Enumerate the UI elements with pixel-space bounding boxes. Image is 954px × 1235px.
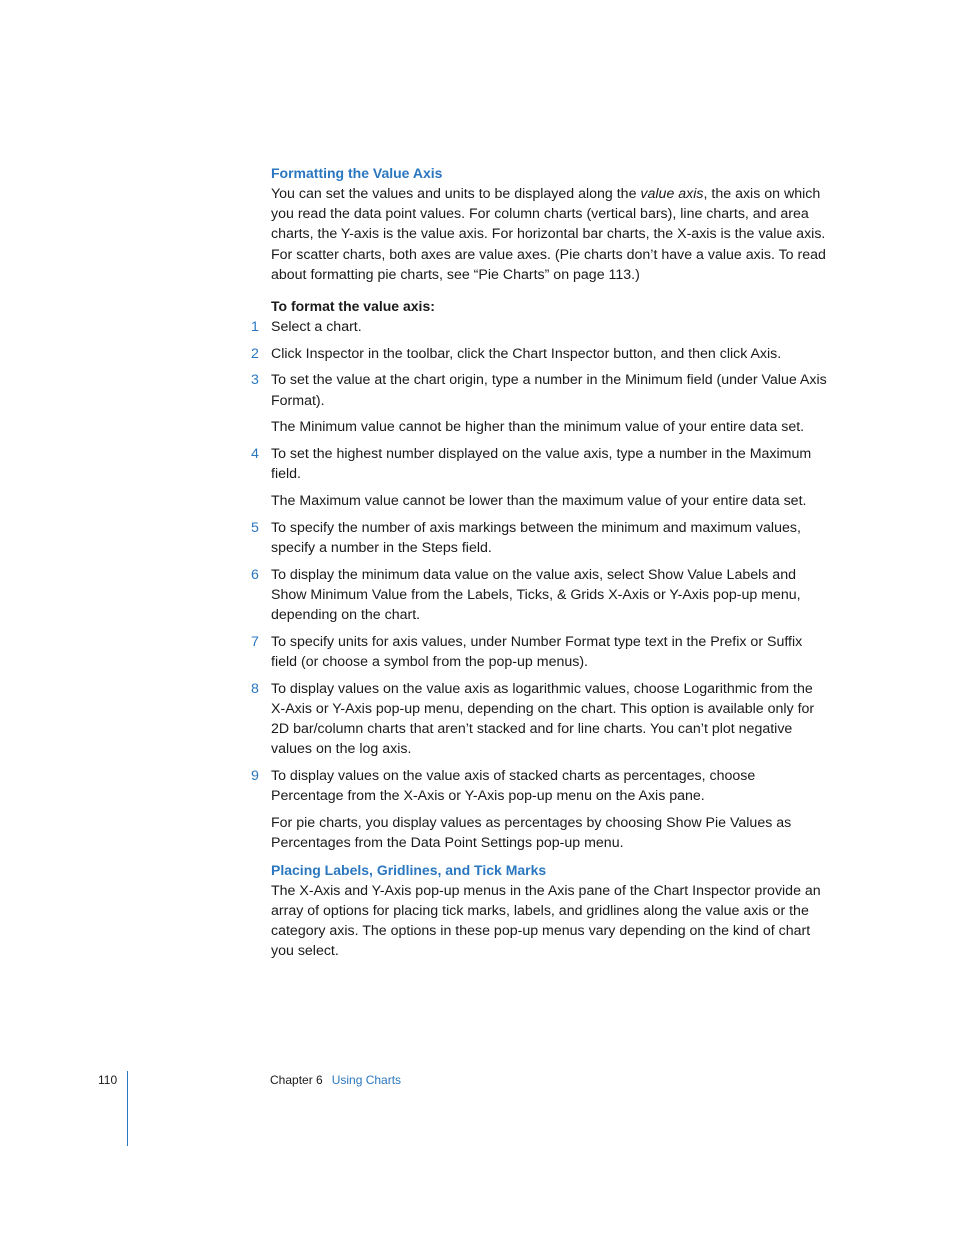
- step-note: For pie charts, you display values as percentages by choosing Show Pie Values as Percentages from the Data Point Settings pop-up menu.: [271, 814, 792, 851]
- step-number: 4: [251, 446, 259, 463]
- section2-paragraph: The X-Axis and Y-Axis pop-up menus in the Axis pane of the Chart Inspector provide an array of options for placing tick marks, labels, and gridlines along the value axis or the category axis. The options in these pop-up menus vary depending on the kind of chart you select.: [271, 882, 821, 960]
- footer-divider: [127, 1071, 128, 1146]
- step-text: Select a chart.: [271, 319, 362, 336]
- step-number: 7: [251, 633, 259, 650]
- step-text: To specify units for axis values, under Number Format type text in the Prefix or Suffix field (or choose a symbol from the pop-up menus).: [271, 633, 803, 670]
- intro-paragraph: [271, 184, 827, 285]
- chapter-title-link[interactable]: Using Charts: [331, 1073, 402, 1087]
- step-item: [251, 370, 827, 410]
- intro-emphasis: value axis: [640, 186, 704, 202]
- step-item: [251, 679, 827, 760]
- step-item: [251, 444, 827, 484]
- footer-chapter: [270, 1071, 401, 1089]
- step-item: [251, 766, 827, 806]
- step-item: [251, 632, 827, 672]
- step-number: 1: [251, 319, 259, 336]
- section-heading-placing-labels: Placing Labels, Gridlines, and Tick Marks: [271, 861, 547, 878]
- chapter-label: Chapter 6: [270, 1073, 323, 1087]
- intro-text-start: You can set the values and units to be displayed along the: [271, 186, 641, 202]
- step-number: 8: [251, 680, 259, 697]
- step-item: [251, 317, 827, 337]
- page-content: [251, 163, 827, 962]
- step-text: To set the highest number displayed on the value axis, type a number in the Maximum field.: [271, 446, 812, 483]
- step-note: The Maximum value cannot be lower than the maximum value of your entire data set.: [271, 492, 807, 509]
- step-number: 9: [251, 767, 259, 784]
- step-text: To display the minimum data value on the value axis, select Show Value Labels and Show Minimum Value from the Labels, Ticks, & Grids X-Axis or Y-Axis pop-up menu, depending on the chart.: [271, 566, 801, 623]
- page-number: 110: [98, 1073, 118, 1087]
- step-number: 6: [251, 566, 259, 583]
- step-note: The Minimum value cannot be higher than the minimum value of your entire data set.: [271, 419, 805, 436]
- steps-list: [251, 317, 827, 853]
- step-item: [251, 565, 827, 626]
- intro-text-end: , the axis on which you read the data point values. For column charts (vertical bars), line charts, and area charts, the Y-axis is the value axis. For horizontal bar charts, the X-axis is the value axis. For scatter charts, both axes are value axes. (Pie charts don’t have a value axis. To read about formatting pie charts, see “Pie Charts” on page 113.): [271, 186, 826, 283]
- step-item: [251, 518, 827, 558]
- step-text: Click Inspector in the toolbar, click the Chart Inspector button, and then click Axis.: [271, 345, 782, 362]
- step-number: 3: [251, 372, 259, 389]
- step-text: To specify the number of axis markings between the minimum and maximum values, specify a number in the Steps field.: [271, 519, 801, 556]
- task-title: To format the value axis:: [271, 298, 435, 315]
- step-text: To display values on the value axis as logarithmic values, choose Logarithmic from the X-Axis or Y-Axis pop-up menu, depending on the chart. This option is available only for 2D bar/column charts that aren’t stacked and for line charts. You can’t plot negative values on the log axis.: [271, 680, 815, 758]
- step-text: To display values on the value axis of stacked charts as percentages, choose Percentage from the X-Axis or Y-Axis pop-up menu on the Axis pane.: [271, 767, 756, 805]
- step-number: 2: [251, 345, 259, 362]
- section-heading-formatting-value-axis: Formatting the Value Axis: [271, 165, 443, 181]
- step-item: [251, 344, 827, 364]
- step-text: To set the value at the chart origin, type a number in the Minimum field (under Value Axis Format).: [271, 372, 827, 409]
- step-number: 5: [251, 519, 259, 536]
